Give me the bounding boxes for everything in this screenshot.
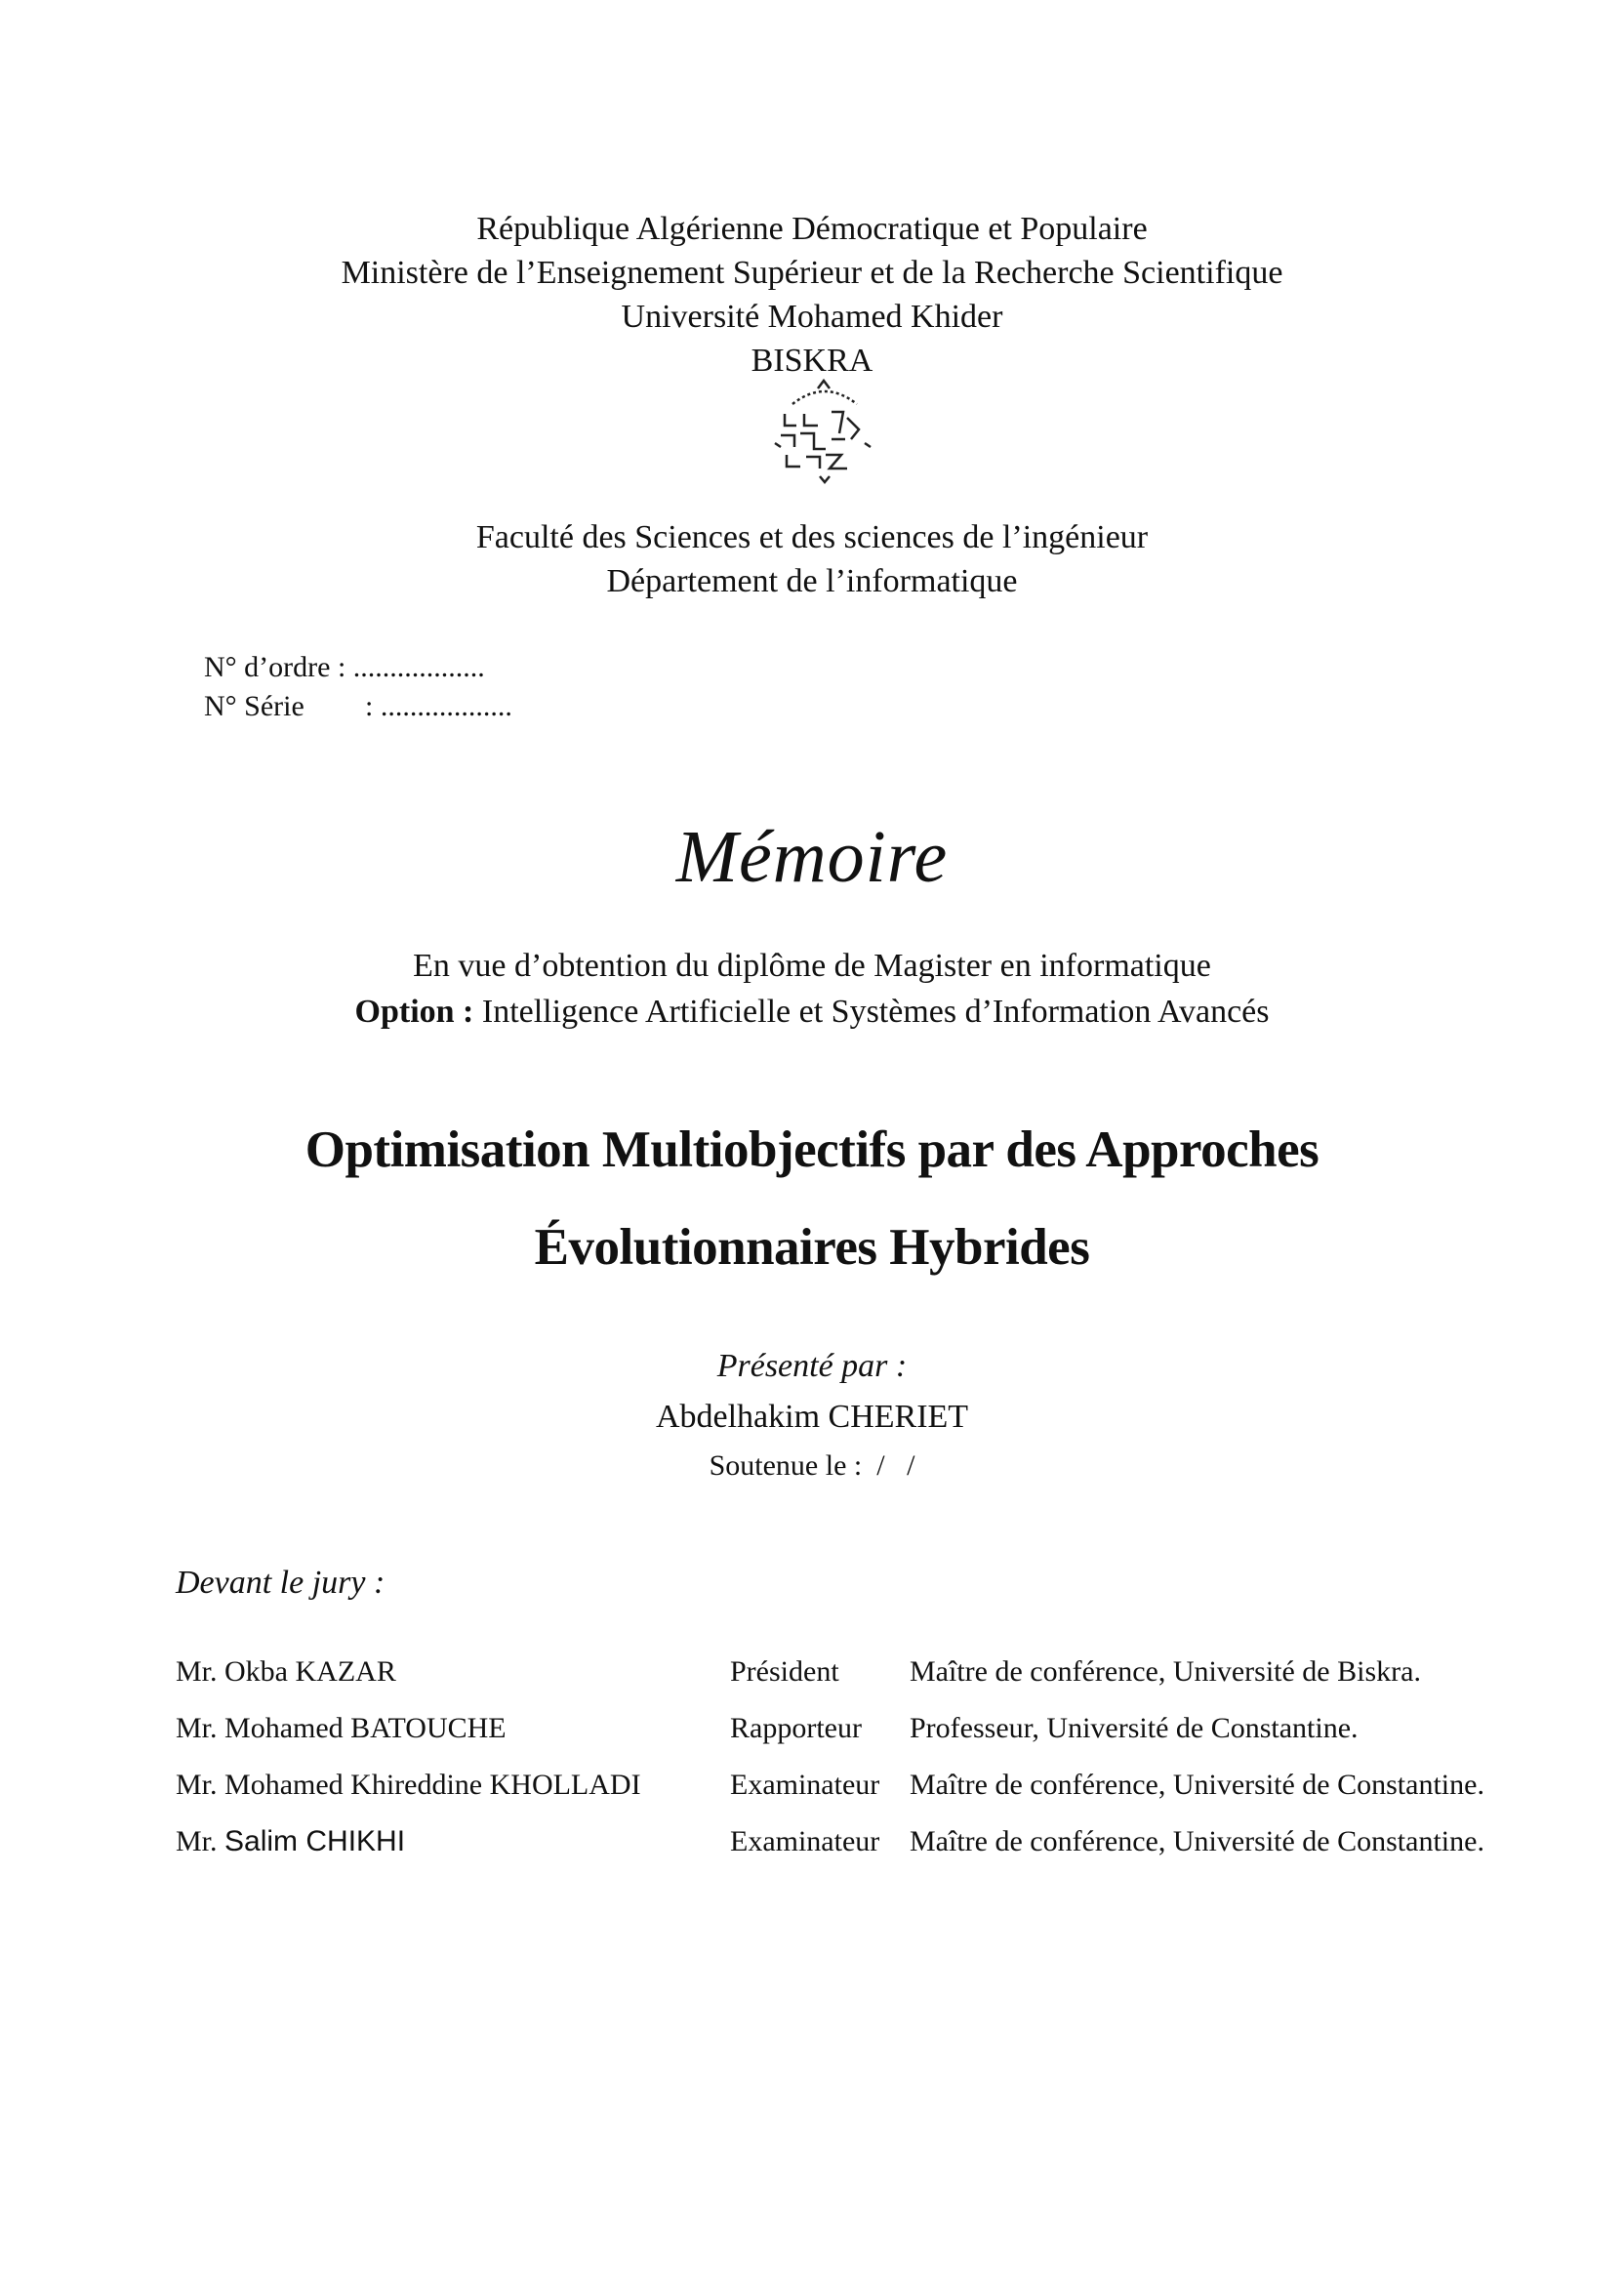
- jury-member-position: Maître de conférence, Université de Biskra.: [910, 1655, 1421, 1688]
- jury-member-role: Président: [730, 1655, 839, 1688]
- thesis-title-line-2: Évolutionnaires Hybrides: [534, 1219, 1090, 1276]
- option-line: [0, 989, 1624, 1035]
- jury-row: [176, 1655, 1571, 1712]
- presented-by-label: Présenté par :: [716, 1348, 908, 1384]
- header-city: BISKRA: [751, 343, 873, 379]
- jury-member-fullname: Mohamed Khireddine KHOLLADI: [224, 1769, 641, 1801]
- serial-number-row: [204, 687, 512, 726]
- order-number-row: [204, 648, 512, 687]
- jury-member-role: Rapporteur: [730, 1712, 862, 1744]
- order-number-label: N° d’ordre :: [204, 651, 346, 683]
- faculty-name: Faculté des Sciences et des sciences de l’ingénieur: [475, 519, 1149, 555]
- jury-member-position: Professeur, Université de Constantine.: [910, 1712, 1359, 1744]
- faculty-block: [0, 515, 1624, 603]
- jury-member-role: Examinateur: [730, 1825, 880, 1857]
- serial-number-value: : ..................: [365, 690, 512, 722]
- degree-block: [0, 943, 1624, 1035]
- jury-row: [176, 1769, 1571, 1825]
- jury-member-prefix: Mr.: [176, 1769, 225, 1801]
- header-block: [0, 207, 1624, 383]
- jury-member-prefix: Mr.: [176, 1655, 225, 1688]
- jury-member-prefix: Mr.: [176, 1712, 225, 1744]
- degree-line: En vue d’obtention du diplôme de Magister en informatique: [413, 948, 1211, 984]
- header-ministry: Ministère de l’Enseignement Supérieur et de la Recherche Scientifique: [341, 255, 1283, 291]
- jury-table: [176, 1655, 1571, 1882]
- jury-heading: Devant le jury :: [176, 1565, 386, 1601]
- defense-date: Soutenue le : / /: [709, 1449, 915, 1482]
- option-label: Option :: [354, 994, 474, 1030]
- department-name: Département de l’informatique: [606, 563, 1018, 599]
- jury-member-position: Maître de conférence, Université de Constantine.: [910, 1769, 1484, 1801]
- option-value: Intelligence Artificielle et Systèmes d’Information Avancés: [481, 994, 1270, 1030]
- thesis-title: [0, 1101, 1624, 1296]
- jury-row: [176, 1712, 1571, 1769]
- header-republic: République Algérienne Démocratique et Populaire: [476, 211, 1148, 247]
- jury-member-fullname: Salim CHIKHI: [224, 1825, 406, 1857]
- jury-member-fullname: Okba KAZAR: [224, 1655, 396, 1688]
- order-number-value: ..................: [352, 651, 485, 683]
- order-number-block: [204, 648, 512, 726]
- header-university: Université Mohamed Khider: [621, 299, 1003, 335]
- presentation-block: [0, 1341, 1624, 1489]
- jury-member-position: Maître de conférence, Université de Constantine.: [910, 1825, 1484, 1857]
- thesis-title-line-1: Optimisation Multiobjectifs par des Approches: [304, 1121, 1320, 1178]
- jury-row: [176, 1825, 1571, 1882]
- jury-member-name: [176, 1769, 641, 1802]
- jury-member-name: [176, 1825, 405, 1858]
- jury-member-name: [176, 1655, 396, 1689]
- jury-member-role: Examinateur: [730, 1769, 880, 1801]
- jury-member-name: [176, 1712, 507, 1745]
- document-type-title: Mémoire: [675, 816, 949, 898]
- author-name: Abdelhakim CHERIET: [655, 1399, 969, 1435]
- serial-number-label: N° Série: [204, 690, 304, 722]
- jury-member-fullname: Mohamed BATOUCHE: [224, 1712, 507, 1744]
- jury-member-prefix: Mr.: [176, 1825, 225, 1857]
- university-logo-icon: [771, 375, 878, 490]
